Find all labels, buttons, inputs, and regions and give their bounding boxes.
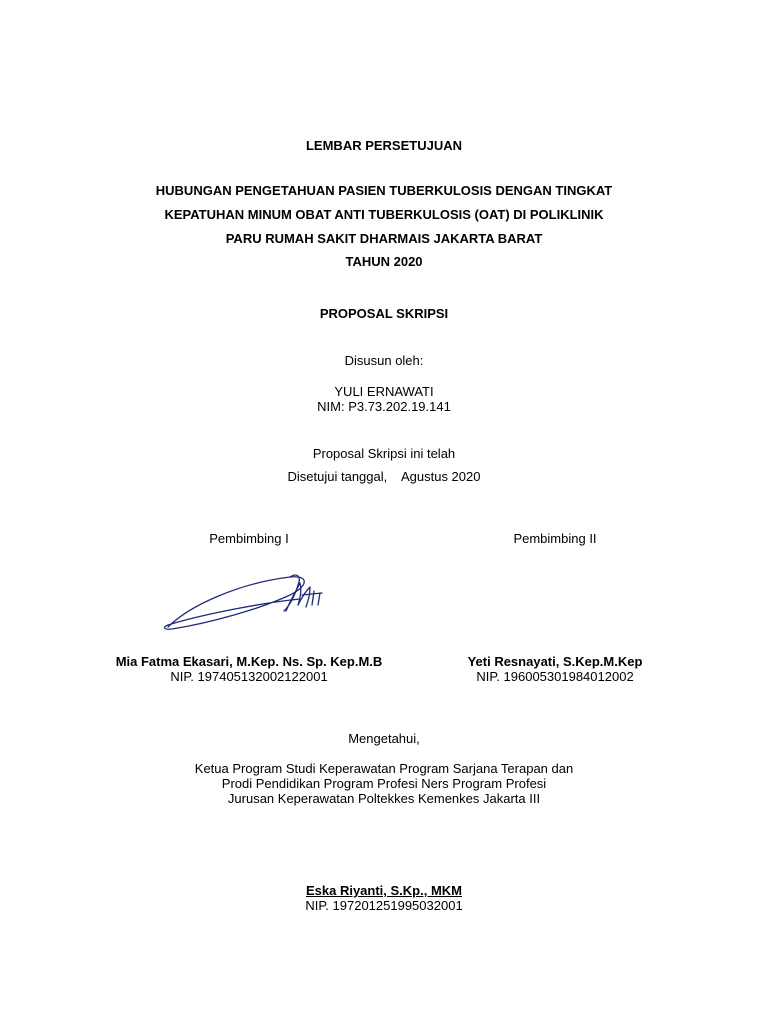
thesis-year: TAHUN 2020 [345,254,423,269]
head-nip: NIP. 197201251995032001 [305,898,463,913]
thesis-title-line-3: PARU RUMAH SAKIT DHARMAIS JAKARTA BARAT [225,231,543,246]
approval-statement: Proposal Skripsi ini telah [312,446,456,461]
supervisor-2-name: Yeti Resnayati, S.Kep.M.Kep [467,654,643,669]
page-title: LEMBAR PERSETUJUAN [305,138,462,153]
position-line-3: Jurusan Keperawatan Poltekkes Kemenkes Jakarta III [227,791,541,806]
thesis-title-line-1: HUBUNGAN PENGETAHUAN PASIEN TUBERKULOSIS DENGAN TINGKAT [155,183,613,198]
author-nim: NIM: P3.73.202.19.141 [317,399,451,414]
supervisor-2-nip: NIP. 196005301984012002 [476,669,634,684]
supervisor-1-role: Pembimbing I [209,531,289,546]
author-label: Disusun oleh: [344,353,424,368]
position-line-2: Prodi Pendidikan Program Profesi Ners Program Profesi [221,776,547,791]
document-type: PROPOSAL SKRIPSI [319,306,449,321]
supervisor-1-nip: NIP. 197405132002122001 [170,669,328,684]
acknowledgement-label: Mengetahui, [348,731,420,746]
head-signatory [0,883,768,899]
approval-date: Disetujui tanggal, Agustus 2020 [287,469,481,484]
author-name: YULI ERNAWATI [334,384,434,399]
supervisor-2-role: Pembimbing II [513,531,597,546]
supervisor-1-name: Mia Fatma Ekasari, M.Kep. Ns. Sp. Kep.M.B [115,654,383,669]
thesis-title-line-2: KEPATUHAN MINUM OBAT ANTI TUBERKULOSIS (OAT) DI POLIKLINIK [164,207,604,222]
head-name: Eska Riyanti, S.Kp., MKM [305,883,463,898]
position-line-1: Ketua Program Studi Keperawatan Program Sarjana Terapan dan [194,761,574,776]
supervisor-1-signature [150,565,350,640]
